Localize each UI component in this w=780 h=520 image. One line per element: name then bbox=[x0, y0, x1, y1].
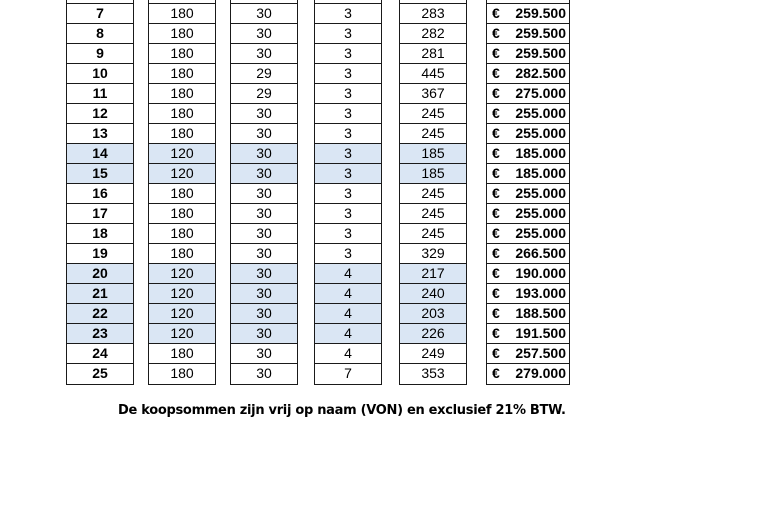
table-cell: 24 bbox=[67, 344, 133, 364]
currency-symbol: € bbox=[492, 125, 500, 141]
currency-symbol: € bbox=[492, 205, 500, 221]
table-cell: 226 bbox=[400, 324, 466, 344]
column-d bbox=[399, 0, 467, 385]
table-cell: 22 bbox=[67, 304, 133, 324]
table-cell: 180 bbox=[149, 184, 215, 204]
currency-symbol: € bbox=[492, 185, 500, 201]
table-cell: 11 bbox=[67, 84, 133, 104]
currency-symbol: € bbox=[492, 85, 500, 101]
table-cell: 14 bbox=[67, 144, 133, 164]
table-cell: 30 bbox=[231, 244, 297, 264]
table-cell: 180 bbox=[149, 104, 215, 124]
price-value: 191.500 bbox=[515, 325, 566, 341]
table-cell: 185 bbox=[400, 164, 466, 184]
table-cell: 13 bbox=[67, 124, 133, 144]
table-cell: 16 bbox=[67, 184, 133, 204]
table-cell: 3 bbox=[315, 44, 381, 64]
currency-symbol: € bbox=[492, 365, 500, 381]
table-cell: 3 bbox=[315, 224, 381, 244]
currency-symbol: € bbox=[492, 45, 500, 61]
table-cell: 23 bbox=[67, 324, 133, 344]
table-cell: 3 bbox=[315, 204, 381, 224]
table-cell: 30 bbox=[231, 124, 297, 144]
price-value: 266.500 bbox=[515, 245, 566, 261]
price-value: 188.500 bbox=[515, 305, 566, 321]
table-cell: 120 bbox=[149, 164, 215, 184]
price-cell bbox=[487, 224, 569, 244]
price-value: 259.500 bbox=[515, 5, 566, 21]
table-cell: 120 bbox=[149, 304, 215, 324]
table-cell: 180 bbox=[149, 124, 215, 144]
table-cell: 120 bbox=[149, 264, 215, 284]
table-cell: 245 bbox=[400, 184, 466, 204]
price-cell bbox=[487, 344, 569, 364]
table-cell: 353 bbox=[400, 364, 466, 384]
table-cell: 30 bbox=[231, 4, 297, 24]
table-cell: 30 bbox=[231, 304, 297, 324]
price-value: 275.000 bbox=[515, 85, 566, 101]
price-value: 255.000 bbox=[515, 225, 566, 241]
table-cell: 3 bbox=[315, 124, 381, 144]
price-cell bbox=[487, 84, 569, 104]
table-cell: 19 bbox=[67, 244, 133, 264]
price-value: 255.000 bbox=[515, 185, 566, 201]
table-cell: 245 bbox=[400, 124, 466, 144]
table-cell: 9 bbox=[67, 44, 133, 64]
currency-symbol: € bbox=[492, 165, 500, 181]
price-cell bbox=[487, 184, 569, 204]
table-cell: 21 bbox=[67, 284, 133, 304]
table-cell: 283 bbox=[400, 4, 466, 24]
table-cell: 180 bbox=[149, 24, 215, 44]
table-cell: 20 bbox=[67, 264, 133, 284]
table-cell: 30 bbox=[231, 284, 297, 304]
table-cell: 445 bbox=[400, 64, 466, 84]
currency-symbol: € bbox=[492, 225, 500, 241]
price-cell bbox=[487, 244, 569, 264]
column-price bbox=[486, 0, 570, 385]
column-b bbox=[230, 0, 298, 385]
price-cell bbox=[487, 204, 569, 224]
table-cell: 3 bbox=[315, 24, 381, 44]
table-cell: 3 bbox=[315, 184, 381, 204]
table-cell: 7 bbox=[315, 364, 381, 384]
price-cell bbox=[487, 264, 569, 284]
price-value: 255.000 bbox=[515, 105, 566, 121]
table-cell: 329 bbox=[400, 244, 466, 264]
table-cell: 367 bbox=[400, 84, 466, 104]
table-cell: 3 bbox=[315, 164, 381, 184]
table-cell: 30 bbox=[231, 204, 297, 224]
table-cell: 180 bbox=[149, 224, 215, 244]
currency-symbol: € bbox=[492, 105, 500, 121]
table-cell: 120 bbox=[149, 144, 215, 164]
currency-symbol: € bbox=[492, 325, 500, 341]
table-cell: 3 bbox=[315, 4, 381, 24]
price-value: 190.000 bbox=[515, 265, 566, 281]
table-cell: 245 bbox=[400, 104, 466, 124]
table-cell: 25 bbox=[67, 364, 133, 384]
table-cell: 180 bbox=[149, 344, 215, 364]
table-cell: 217 bbox=[400, 264, 466, 284]
table-cell: 120 bbox=[149, 324, 215, 344]
table-cell: 3 bbox=[315, 144, 381, 164]
table-cell: 30 bbox=[231, 44, 297, 64]
table-cell: 4 bbox=[315, 324, 381, 344]
table-cell: 185 bbox=[400, 144, 466, 164]
table-cell: 30 bbox=[231, 344, 297, 364]
price-value: 255.000 bbox=[515, 205, 566, 221]
price-cell bbox=[487, 284, 569, 304]
currency-symbol: € bbox=[492, 145, 500, 161]
table-cell: 245 bbox=[400, 224, 466, 244]
table-cell: 3 bbox=[315, 84, 381, 104]
price-cell bbox=[487, 24, 569, 44]
price-cell bbox=[487, 364, 569, 384]
table-cell: 180 bbox=[149, 364, 215, 384]
table-cell: 30 bbox=[231, 264, 297, 284]
price-cell bbox=[487, 324, 569, 344]
table-cell: 180 bbox=[149, 84, 215, 104]
table-cell: 120 bbox=[149, 284, 215, 304]
price-cell bbox=[487, 304, 569, 324]
price-cell bbox=[487, 144, 569, 164]
price-cell bbox=[487, 44, 569, 64]
price-cell bbox=[487, 64, 569, 84]
price-value: 282.500 bbox=[515, 65, 566, 81]
column-a bbox=[148, 0, 216, 385]
table-cell: 8 bbox=[67, 24, 133, 44]
table-cell: 180 bbox=[149, 204, 215, 224]
table-cell: 30 bbox=[231, 324, 297, 344]
table-cell: 3 bbox=[315, 104, 381, 124]
currency-symbol: € bbox=[492, 265, 500, 281]
currency-symbol: € bbox=[492, 285, 500, 301]
table-cell: 180 bbox=[149, 4, 215, 24]
price-value: 259.500 bbox=[515, 25, 566, 41]
table-cell: 7 bbox=[67, 4, 133, 24]
table-cell: 12 bbox=[67, 104, 133, 124]
table-cell: 3 bbox=[315, 64, 381, 84]
table-cell: 30 bbox=[231, 364, 297, 384]
price-cell bbox=[487, 104, 569, 124]
table-cell: 249 bbox=[400, 344, 466, 364]
table-cell: 180 bbox=[149, 64, 215, 84]
table-cell: 30 bbox=[231, 164, 297, 184]
price-value: 185.000 bbox=[515, 165, 566, 181]
table-cell: 30 bbox=[231, 144, 297, 164]
table-cell: 15 bbox=[67, 164, 133, 184]
table-cell: 240 bbox=[400, 284, 466, 304]
currency-symbol: € bbox=[492, 5, 500, 21]
price-cell bbox=[487, 164, 569, 184]
price-value: 255.000 bbox=[515, 125, 566, 141]
column-c bbox=[314, 0, 382, 385]
table-cell: 203 bbox=[400, 304, 466, 324]
table-cell: 4 bbox=[315, 264, 381, 284]
table-cell: 30 bbox=[231, 104, 297, 124]
price-value: 193.000 bbox=[515, 285, 566, 301]
table-cell: 180 bbox=[149, 244, 215, 264]
table-cell: 4 bbox=[315, 284, 381, 304]
price-cell bbox=[487, 124, 569, 144]
table-cell: 17 bbox=[67, 204, 133, 224]
table-cell: 245 bbox=[400, 204, 466, 224]
price-cell bbox=[487, 4, 569, 24]
table-cell: 180 bbox=[149, 44, 215, 64]
table-cell: 18 bbox=[67, 224, 133, 244]
table-cell: 30 bbox=[231, 224, 297, 244]
table-cell: 29 bbox=[231, 64, 297, 84]
table-cell: 282 bbox=[400, 24, 466, 44]
table-cell: 29 bbox=[231, 84, 297, 104]
currency-symbol: € bbox=[492, 65, 500, 81]
price-value: 185.000 bbox=[515, 145, 566, 161]
table-cell: 4 bbox=[315, 344, 381, 364]
footnote: De koopsommen zijn vrij op naam (VON) en exclusief 21% BTW. bbox=[118, 403, 566, 418]
currency-symbol: € bbox=[492, 305, 500, 321]
currency-symbol: € bbox=[492, 25, 500, 41]
currency-symbol: € bbox=[492, 245, 500, 261]
table-cell: 3 bbox=[315, 244, 381, 264]
table-cell: 30 bbox=[231, 184, 297, 204]
table-cell: 10 bbox=[67, 64, 133, 84]
column-lot-number bbox=[66, 0, 134, 385]
currency-symbol: € bbox=[492, 345, 500, 361]
price-value: 279.000 bbox=[515, 365, 566, 381]
price-value: 259.500 bbox=[515, 45, 566, 61]
table-cell: 30 bbox=[231, 24, 297, 44]
price-value: 257.500 bbox=[515, 345, 566, 361]
table-cell: 281 bbox=[400, 44, 466, 64]
table-cell: 4 bbox=[315, 304, 381, 324]
